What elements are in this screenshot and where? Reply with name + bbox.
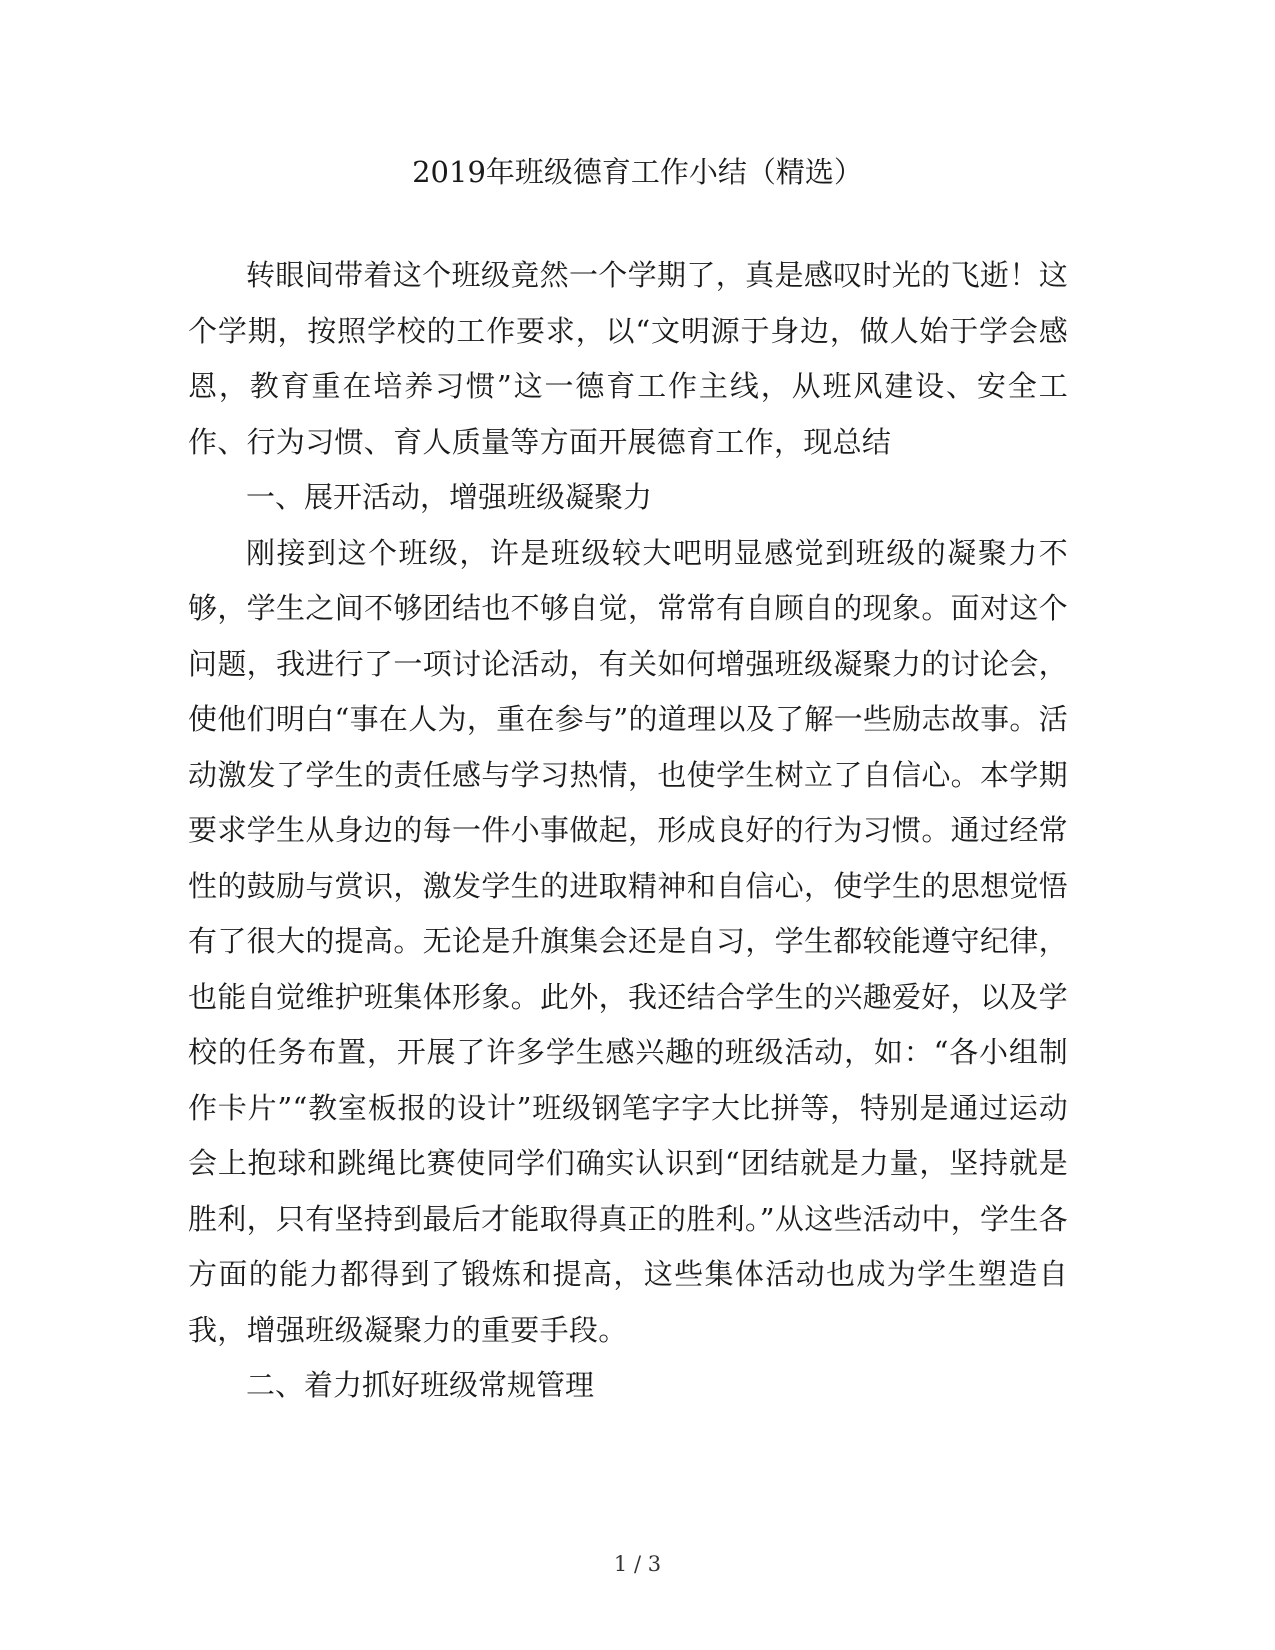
section-2-heading: 二、着力抓好班级常规管理 (246, 1368, 595, 1402)
page-number: 1 / 3 (613, 1552, 662, 1576)
intro-paragraph: 转眼间带着这个班级竟然一个学期了，真是感叹时光的飞逝！这个学期，按照学校的工作要求，以“文明源于身边，做人始于学会感恩，教育重在培养习惯”这一德育工作主线，从班风建设、安全工作、行为习惯、育人质量等方面开展德育工作，现总结 (188, 258, 1068, 459)
document-title: 2019年班级德育工作小结（精选） (412, 155, 863, 189)
document-body (188, 248, 1068, 1414)
section-1-heading: 一、展开活动，增强班级凝聚力 (246, 480, 653, 514)
section-1-paragraph: 刚接到这个班级，许是班级较大吧明显感觉到班级的凝聚力不够，学生之间不够团结也不够自觉，常常有自顾自的现象。面对这个问题，我进行了一项讨论活动，有关如何增强班级凝聚力的讨论会，使他们明白“事在人为，重在参与”的道理以及了解一些励志故事。活动激发了学生的责任感与学习热情，也使学生树立了自信心。本学期要求学生从身边的每一件小事做起，形成良好的行为习惯。通过经常性的鼓励与赏识，激发学生的进取精神和自信心，使学生的思想觉悟有了很大的提高。无论是升旗集会还是自习，学生都较能遵守纪律，也能自觉维护班集体形象。此外，我还结合学生的兴趣爱好，以及学校的任务布置，开展了许多学生感兴趣的班级活动，如：“各小组制作卡片”“教室板报的设计”班级钢笔字字大比拼等，特别是通过运动会上抱球和跳绳比赛使同学们确实认识到“团结就是力量，坚持就是胜利，只有坚持到最后才能取得真正的胜利。”从这些活动中，学生各方面的能力都得到了锻炼和提高，这些集体活动也成为学生塑造自我，增强班级凝聚力的重要手段。 (188, 535, 1068, 1347)
